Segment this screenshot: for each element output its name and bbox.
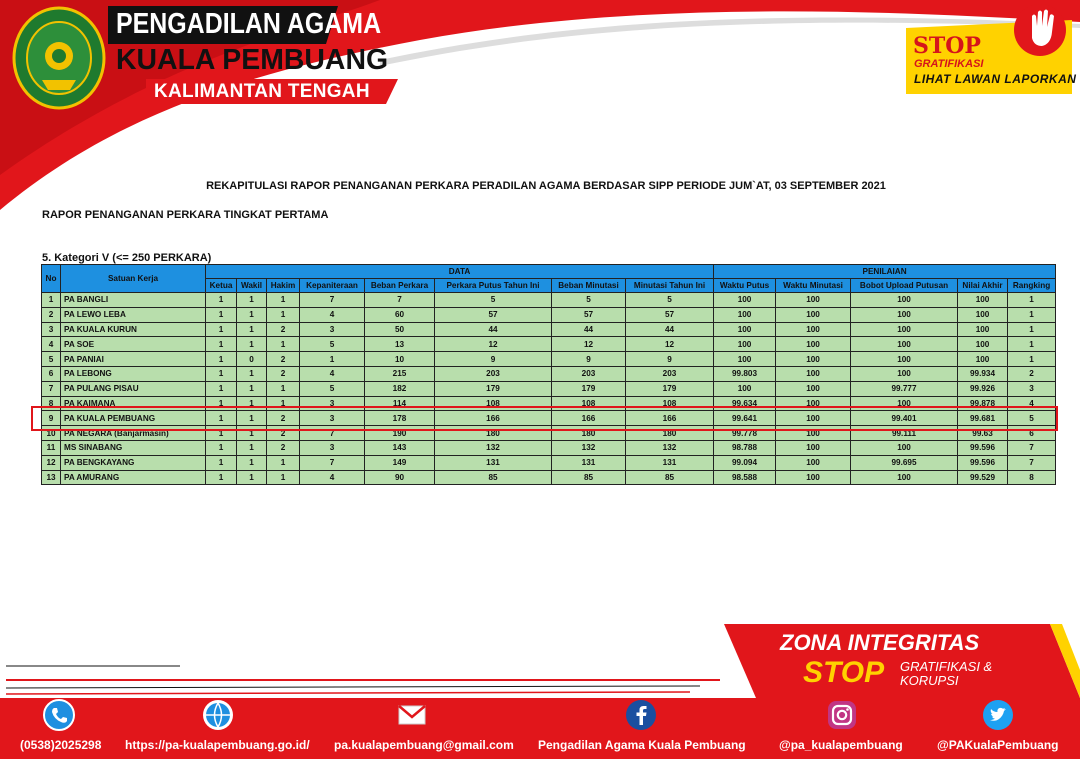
table-cell: 1 xyxy=(267,293,300,308)
col-group-penilaian: PENILAIAN xyxy=(714,265,1056,279)
row-number: 6 xyxy=(42,366,61,381)
table-cell: 1 xyxy=(1008,307,1056,322)
table-cell: 1 xyxy=(1008,352,1056,367)
table-cell: 1 xyxy=(206,411,237,426)
table-group-header-row xyxy=(42,265,1056,279)
table-cell: 1 xyxy=(237,440,267,455)
col-no: No xyxy=(42,265,61,293)
document-subtitle: RAPOR PENANGANAN PERKARA TINGKAT PERTAMA xyxy=(42,209,329,221)
table-cell: 1 xyxy=(237,293,267,308)
footer-email-link[interactable]: pa.kualapembuang@gmail.com xyxy=(334,738,514,752)
table-cell: 100 xyxy=(851,307,958,322)
table-cell: 100 xyxy=(851,396,958,411)
table-cell: 7 xyxy=(300,455,365,470)
table-cell: 180 xyxy=(552,426,626,441)
table-cell: 166 xyxy=(626,411,714,426)
table-cell: 3 xyxy=(300,396,365,411)
table-cell: 2 xyxy=(267,411,300,426)
table-cell: 100 xyxy=(776,381,851,396)
column-header: Ketua xyxy=(206,279,237,293)
table-cell: 100 xyxy=(776,396,851,411)
table-cell: 99.778 xyxy=(714,426,776,441)
footer-instagram-link[interactable]: @pa_kualapembuang xyxy=(779,738,903,752)
table-cell: 3 xyxy=(300,322,365,337)
table-cell: 44 xyxy=(552,322,626,337)
table-row xyxy=(42,307,1056,322)
table-cell: 99.63 xyxy=(958,426,1008,441)
table-cell: 100 xyxy=(851,322,958,337)
table-cell: 1 xyxy=(237,322,267,337)
stop-word: STOP xyxy=(913,33,981,59)
table-cell: 131 xyxy=(626,455,714,470)
table-cell: 100 xyxy=(714,352,776,367)
stop-hand-icon xyxy=(1024,8,1064,52)
table-cell: 5 xyxy=(626,293,714,308)
row-number: 10 xyxy=(42,426,61,441)
table-cell: 1 xyxy=(1008,322,1056,337)
table-cell: 132 xyxy=(626,440,714,455)
table-cell: 131 xyxy=(552,455,626,470)
table-cell: 3 xyxy=(300,440,365,455)
table-row xyxy=(42,366,1056,381)
table-cell: 100 xyxy=(776,352,851,367)
satuan-kerja-name: PA AMURANG xyxy=(61,470,206,485)
table-cell: 4 xyxy=(1008,396,1056,411)
satuan-kerja-name: PA BENGKAYANG xyxy=(61,455,206,470)
table-cell: 1 xyxy=(206,455,237,470)
column-header: Nilai Akhir xyxy=(958,279,1008,293)
table-cell: 85 xyxy=(626,470,714,485)
table-cell: 9 xyxy=(552,352,626,367)
table-cell: 203 xyxy=(552,366,626,381)
rapor-table xyxy=(41,264,1056,485)
table-cell: 85 xyxy=(552,470,626,485)
table-cell: 100 xyxy=(958,337,1008,352)
column-header: Rangking xyxy=(1008,279,1056,293)
table-cell: 131 xyxy=(435,455,552,470)
table-cell: 1 xyxy=(267,470,300,485)
row-number: 7 xyxy=(42,381,61,396)
table-row xyxy=(42,352,1056,367)
table-cell: 44 xyxy=(626,322,714,337)
table-cell: 179 xyxy=(552,381,626,396)
table-cell: 1 xyxy=(237,366,267,381)
table-row xyxy=(42,322,1056,337)
table-cell: 100 xyxy=(851,337,958,352)
table-cell: 100 xyxy=(776,411,851,426)
table-cell: 57 xyxy=(626,307,714,322)
table-cell: 13 xyxy=(365,337,435,352)
court-logo xyxy=(12,6,106,110)
twitter-icon xyxy=(982,699,1014,731)
table-cell: 5 xyxy=(552,293,626,308)
table-cell: 99.401 xyxy=(851,411,958,426)
table-cell: 100 xyxy=(776,322,851,337)
satuan-kerja-name: PA NEGARA (Banjarmasin) xyxy=(61,426,206,441)
table-cell: 4 xyxy=(300,307,365,322)
table-cell: 180 xyxy=(435,426,552,441)
document-title: REKAPITULASI RAPOR PENANGANAN PERKARA PERADILAN AGAMA BERDASAR SIPP PERIODE JUM`AT, 03 SEPTEMBER 2021 xyxy=(206,180,886,192)
table-row xyxy=(42,470,1056,485)
zona-line2: KORUPSI xyxy=(900,673,959,688)
column-header: Waktu Putus xyxy=(714,279,776,293)
table-cell: 1 xyxy=(206,337,237,352)
table-cell: 100 xyxy=(714,307,776,322)
stop-gratifikasi-text: GRATIFIKASI xyxy=(914,58,984,70)
table-cell: 12 xyxy=(435,337,552,352)
satuan-kerja-name: PA LEBONG xyxy=(61,366,206,381)
row-number: 9 xyxy=(42,411,61,426)
table-cell: 3 xyxy=(1008,381,1056,396)
stop-slogan: LIHAT LAWAN LAPORKAN xyxy=(914,72,1077,86)
table-cell: 99.111 xyxy=(851,426,958,441)
table-cell: 1 xyxy=(237,426,267,441)
table-cell: 100 xyxy=(776,426,851,441)
table-cell: 100 xyxy=(851,470,958,485)
satuan-kerja-name: PA PANIAI xyxy=(61,352,206,367)
footer-phone: (0538)2025298 xyxy=(20,738,102,752)
table-cell: 2 xyxy=(267,322,300,337)
table-cell: 100 xyxy=(851,293,958,308)
satuan-kerja-name: PA SOE xyxy=(61,337,206,352)
row-number: 1 xyxy=(42,293,61,308)
table-cell: 1 xyxy=(267,455,300,470)
table-cell: 100 xyxy=(714,322,776,337)
footer-twitter-link[interactable]: @PAKualaPembuang xyxy=(937,738,1059,752)
table-cell: 57 xyxy=(552,307,626,322)
table-cell: 2 xyxy=(267,440,300,455)
table-cell: 166 xyxy=(435,411,552,426)
column-header: Perkara Putus Tahun Ini xyxy=(435,279,552,293)
satuan-kerja-name: PA KUALA PEMBUANG xyxy=(61,411,206,426)
table-cell: 1 xyxy=(300,352,365,367)
table-cell: 100 xyxy=(776,440,851,455)
table-cell: 50 xyxy=(365,322,435,337)
zona-stop-word: STOP xyxy=(803,656,885,689)
satuan-kerja-name: MS SINABANG xyxy=(61,440,206,455)
table-cell: 1 xyxy=(206,426,237,441)
column-header: Kepaniteraan xyxy=(300,279,365,293)
table-cell: 100 xyxy=(776,470,851,485)
col-group-data: DATA xyxy=(206,265,714,279)
table-cell: 99.529 xyxy=(958,470,1008,485)
table-cell: 2 xyxy=(267,426,300,441)
column-header: Beban Minutasi xyxy=(552,279,626,293)
header-title-line2: KUALA PEMBUANG xyxy=(116,44,389,76)
table-cell: 182 xyxy=(365,381,435,396)
row-number: 11 xyxy=(42,440,61,455)
table-cell: 100 xyxy=(851,352,958,367)
table-cell: 100 xyxy=(776,366,851,381)
table-cell: 1 xyxy=(206,440,237,455)
table-cell: 132 xyxy=(435,440,552,455)
table-cell: 90 xyxy=(365,470,435,485)
table-cell: 1 xyxy=(206,366,237,381)
table-cell: 1 xyxy=(237,337,267,352)
table-cell: 7 xyxy=(1008,455,1056,470)
table-cell: 9 xyxy=(626,352,714,367)
table-cell: 7 xyxy=(300,426,365,441)
column-header: Waktu Minutasi xyxy=(776,279,851,293)
table-cell: 2 xyxy=(267,352,300,367)
table-cell: 1 xyxy=(237,307,267,322)
table-cell: 99.634 xyxy=(714,396,776,411)
table-cell: 2 xyxy=(1008,366,1056,381)
table-cell: 5 xyxy=(300,381,365,396)
table-cell: 215 xyxy=(365,366,435,381)
table-cell: 108 xyxy=(626,396,714,411)
table-cell: 6 xyxy=(1008,426,1056,441)
table-cell: 100 xyxy=(958,352,1008,367)
table-cell: 1 xyxy=(206,396,237,411)
table-cell: 143 xyxy=(365,440,435,455)
satuan-kerja-name: PA BANGLI xyxy=(61,293,206,308)
table-cell: 8 xyxy=(1008,470,1056,485)
table-cell: 1 xyxy=(206,293,237,308)
instagram-icon xyxy=(826,699,858,731)
table-cell: 1 xyxy=(267,337,300,352)
table-cell: 100 xyxy=(714,381,776,396)
table-cell: 60 xyxy=(365,307,435,322)
table-cell: 99.596 xyxy=(958,440,1008,455)
row-number: 2 xyxy=(42,307,61,322)
table-cell: 1 xyxy=(267,307,300,322)
table-cell: 1 xyxy=(1008,293,1056,308)
table-cell: 1 xyxy=(267,381,300,396)
highlight-box xyxy=(31,406,1058,431)
table-cell: 12 xyxy=(626,337,714,352)
footer-facebook-link[interactable]: Pengadilan Agama Kuala Pembuang xyxy=(538,738,746,752)
row-number: 4 xyxy=(42,337,61,352)
phone-icon xyxy=(43,699,75,731)
category-label: 5. Kategori V (<= 250 PERKARA) xyxy=(42,252,212,264)
table-cell: 1 xyxy=(237,411,267,426)
table-cell: 98.588 xyxy=(714,470,776,485)
table-cell: 99.596 xyxy=(958,455,1008,470)
globe-icon xyxy=(202,699,234,731)
table-cell: 190 xyxy=(365,426,435,441)
table-cell: 44 xyxy=(435,322,552,337)
row-number: 12 xyxy=(42,455,61,470)
table-cell: 114 xyxy=(365,396,435,411)
column-header: Bobot Upload Putusan xyxy=(851,279,958,293)
table-cell: 100 xyxy=(851,440,958,455)
table-cell: 1 xyxy=(206,322,237,337)
table-cell: 1 xyxy=(237,396,267,411)
table-cell: 1 xyxy=(206,352,237,367)
table-cell: 100 xyxy=(776,293,851,308)
email-icon xyxy=(396,699,428,731)
table-cell: 99.803 xyxy=(714,366,776,381)
table-cell: 180 xyxy=(626,426,714,441)
table-cell: 2 xyxy=(267,366,300,381)
zona-line1: GRATIFIKASI & xyxy=(900,659,993,674)
table-cell: 100 xyxy=(851,366,958,381)
table-cell: 3 xyxy=(300,411,365,426)
table-cell: 166 xyxy=(552,411,626,426)
table-body xyxy=(42,293,1056,485)
table-cell: 149 xyxy=(365,455,435,470)
row-number: 3 xyxy=(42,322,61,337)
row-number: 5 xyxy=(42,352,61,367)
satuan-kerja-name: PA KUALA KURUN xyxy=(61,322,206,337)
table-cell: 85 xyxy=(435,470,552,485)
table-cell: 203 xyxy=(626,366,714,381)
table-cell: 10 xyxy=(365,352,435,367)
satuan-kerja-name: PA KAIMANA xyxy=(61,396,206,411)
table-cell: 1 xyxy=(237,470,267,485)
table-cell: 100 xyxy=(776,337,851,352)
table-cell: 100 xyxy=(776,455,851,470)
table-cell: 99.094 xyxy=(714,455,776,470)
table-cell: 7 xyxy=(1008,440,1056,455)
table-cell: 1 xyxy=(267,396,300,411)
table-cell: 203 xyxy=(435,366,552,381)
table-cell: 98.788 xyxy=(714,440,776,455)
table-cell: 9 xyxy=(435,352,552,367)
table-cell: 1 xyxy=(206,307,237,322)
table-cell: 99.926 xyxy=(958,381,1008,396)
table-cell: 179 xyxy=(626,381,714,396)
table-cell: 99.681 xyxy=(958,411,1008,426)
table-cell: 0 xyxy=(237,352,267,367)
header-title-line3: KALIMANTAN TENGAH xyxy=(154,81,370,102)
table-cell: 100 xyxy=(958,293,1008,308)
table-cell: 100 xyxy=(958,307,1008,322)
satuan-kerja-name: PA LEWO LEBA xyxy=(61,307,206,322)
table-cell: 5 xyxy=(300,337,365,352)
table-cell: 99.878 xyxy=(958,396,1008,411)
table-cell: 1 xyxy=(237,455,267,470)
table-cell: 5 xyxy=(1008,411,1056,426)
satuan-kerja-name: PA PULANG PISAU xyxy=(61,381,206,396)
table-cell: 7 xyxy=(300,293,365,308)
row-number: 13 xyxy=(42,470,61,485)
table-row xyxy=(42,440,1056,455)
table-row xyxy=(42,455,1056,470)
table-cell: 100 xyxy=(714,293,776,308)
column-header: Minutasi Tahun Ini xyxy=(626,279,714,293)
zona-integritas-title: ZONA INTEGRITAS xyxy=(780,630,980,655)
header-title-line1: PENGADILAN AGAMA xyxy=(116,8,382,40)
table-cell: 108 xyxy=(435,396,552,411)
table-cell: 108 xyxy=(552,396,626,411)
table-row xyxy=(42,381,1056,396)
column-header: Beban Perkara xyxy=(365,279,435,293)
col-satuan-kerja: Satuan Kerja xyxy=(61,265,206,293)
footer-website-link[interactable]: https://pa-kualapembuang.go.id/ xyxy=(125,738,310,752)
table-cell: 1 xyxy=(1008,337,1056,352)
table-cell: 57 xyxy=(435,307,552,322)
table-cell: 100 xyxy=(714,337,776,352)
table-row xyxy=(42,293,1056,308)
table-cell: 5 xyxy=(435,293,552,308)
row-number: 8 xyxy=(42,396,61,411)
table-cell: 179 xyxy=(435,381,552,396)
table-cell: 100 xyxy=(776,307,851,322)
table-cell: 12 xyxy=(552,337,626,352)
table-cell: 99.695 xyxy=(851,455,958,470)
table-cell: 1 xyxy=(237,381,267,396)
table-cell: 1 xyxy=(206,381,237,396)
table-cell: 178 xyxy=(365,411,435,426)
facebook-icon xyxy=(625,699,657,731)
table-cell: 100 xyxy=(958,322,1008,337)
column-header: Wakil xyxy=(237,279,267,293)
table-row xyxy=(42,337,1056,352)
table-cell: 1 xyxy=(206,470,237,485)
table-cell: 99.641 xyxy=(714,411,776,426)
table-cell: 4 xyxy=(300,366,365,381)
table-cell: 99.777 xyxy=(851,381,958,396)
table-cell: 4 xyxy=(300,470,365,485)
column-header: Hakim xyxy=(267,279,300,293)
table-cell: 132 xyxy=(552,440,626,455)
table-cell: 99.934 xyxy=(958,366,1008,381)
table-cell: 7 xyxy=(365,293,435,308)
